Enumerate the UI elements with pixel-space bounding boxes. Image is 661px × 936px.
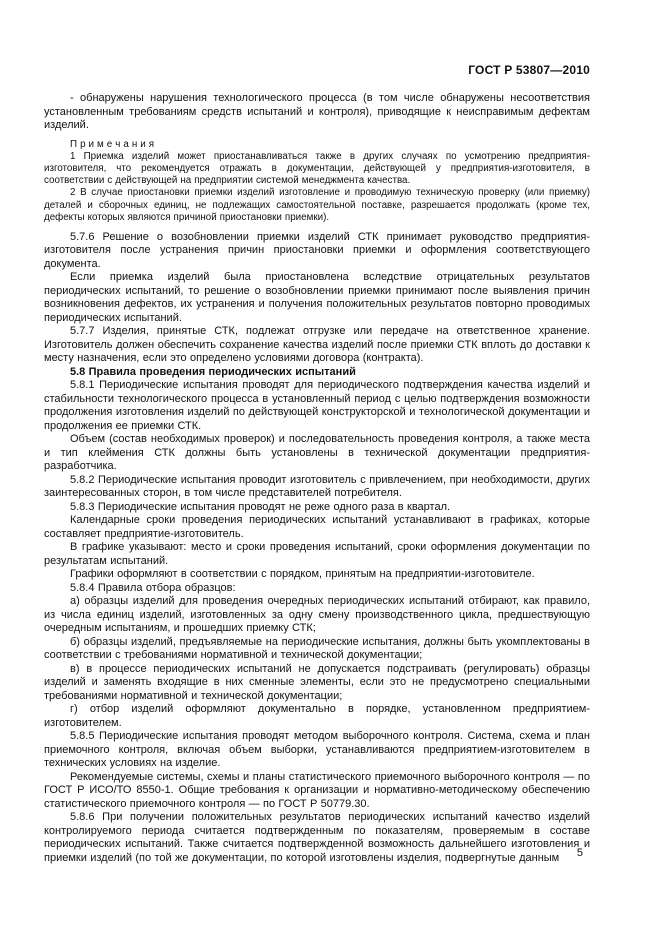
paragraph: а) образцы изделий для проведения очередных периодических испытаний отбирают, как правило, из числа единиц изделий, изготовленных за одну смену производственного цикла, предшествующую очередным испытаниям, и прошедших приемку СТК; — [44, 595, 590, 635]
paragraph: Если приемка изделий была приостановлена вследствие отрицательных результатов периодических испытаний, то решение о возобновлении приемки принимают после выявления причин возникновения дефектов, их устранения и получения положительных результатов повторно проводимых периодических испытаний. — [44, 271, 590, 324]
paragraph: 5.7.6 Решение о возобновлении приемки изделий СТК принимает руководство предприятия-изготовителя после устранения причин приостановки приемки и оформления соответствующего документа. — [44, 230, 590, 270]
note-paragraph: П р и м е ч а н и я — [70, 138, 155, 150]
paragraph: Графики оформляют в соответствии с порядком, принятым на предприятии-изготовителе. — [70, 568, 535, 581]
doc-number: ГОСТ Р 53807—2010 — [468, 63, 590, 77]
paragraph: в) в процессе периодических испытаний не допускается подстраивать (регулировать) образцы изделий и заменять входящие в них сменные элементы, если это не предусмотрено специальными требованиями нормативной и технической документации; — [44, 662, 590, 702]
paragraph: В графике указывают: место и сроки проведения испытаний, сроки оформления документации по результатам испытаний. — [44, 541, 590, 567]
paragraph: 5.7.7 Изделия, принятые СТК, подлежат отгрузке или передаче на ответственное хранение. Изготовитель должен обеспечить сохранение качества изделий после приемки СТК вплоть до доставки к месту назначения, если это определено условиями договора (контракта). — [44, 325, 590, 365]
paragraph: 5.8.2 Периодические испытания проводит изготовитель с привлечением, при необходимости, других заинтересованных сторон, в том числе представителей потребителя. — [44, 473, 590, 500]
paragraph: б) образцы изделий, предъявляемые на периодические испытания, должны быть укомплектованы в соответствии с требованиями нормативной и технической документации; — [44, 635, 590, 662]
paragraph: - обнаружены нарушения технологического процесса (в том числе обнаружены несоответствия установленным требованиям средств испытаний и контроля), приводящие к неисправимым дефектам изделий. — [44, 92, 590, 131]
page-number: 5 — [576, 847, 583, 859]
paragraph: 5.8.1 Периодические испытания проводят для периодического подтверждения качества изделий и стабильности технологического процесса в установленный период с целью подтверждения возможности продолжения изготовления изделий по действующей конструкторской и технологической документации и продолжения ее приемки СТК. — [44, 379, 590, 432]
paragraph: г) отбор изделий оформляют документально в порядке, установленном предприятием-изготовителем. — [44, 703, 590, 729]
page-header — [44, 63, 590, 77]
document-content — [44, 92, 590, 865]
note-paragraph: 1 Приемка изделий может приостанавливаться также в других случаях по усмотрению предприятия-изготовителя, что рекомендуется отражать в документации, действующей у предприятия-изготовителя, в соответствии с действующей на предприятии системой менеджмента качества. — [44, 150, 590, 187]
paragraph: Календарные сроки проведения периодических испытаний устанавливают в графиках, которые составляет предприятие-изготовитель. — [44, 514, 590, 540]
paragraph: 5.8.4 Правила отбора образцов: — [70, 581, 236, 594]
paragraph: Рекомендуемые системы, схемы и планы статистического приемочного выборочного контроля — по ГОСТ Р ИСО/ТО 8550-1. Общие требования к организации и нормативно-методическому обеспечению статистического приемочного контроля — по ГОСТ Р 50779.30. — [44, 770, 590, 810]
paragraph: 5.8.5 Периодические испытания проводят методом выборочного контроля. Система, схема и план приемочного контроля, включая объем выборки, устанавливаются предприятием-изготовителем в технических условиях на изделие. — [44, 730, 590, 770]
section-heading: 5.8 Правила проведения периодических испытаний — [70, 365, 356, 378]
note-paragraph: 2 В случае приостановки приемки изделий изготовление и проводимую техническую проверку (или приемку) деталей и сборочных единиц, не подлежащих самостоятельной поставке, разрешается продолжать (кроме тех, дефекты которых являются причиной приостановки приемки). — [44, 187, 590, 223]
paragraph: 5.8.6 При получении положительных результатов периодических испытаний качество изделий контролируемого периода считается подтвержденным по показателям, проверяемым в составе периодических испытаний. Также считается подтвержденной возможность дальнейшего изготовления и приемки изделий (по той же документации, по которой изготовлены изделия, подвергнутые данным — [44, 811, 590, 864]
paragraph: 5.8.3 Периодические испытания проводят не реже одного раза в квартал. — [70, 500, 451, 513]
paragraph: Объем (состав необходимых проверок) и последовательность проведения контроля, а также места и тип клеймения СТК должны быть установлены в технической документации предприятия-разработчика. — [44, 433, 590, 473]
